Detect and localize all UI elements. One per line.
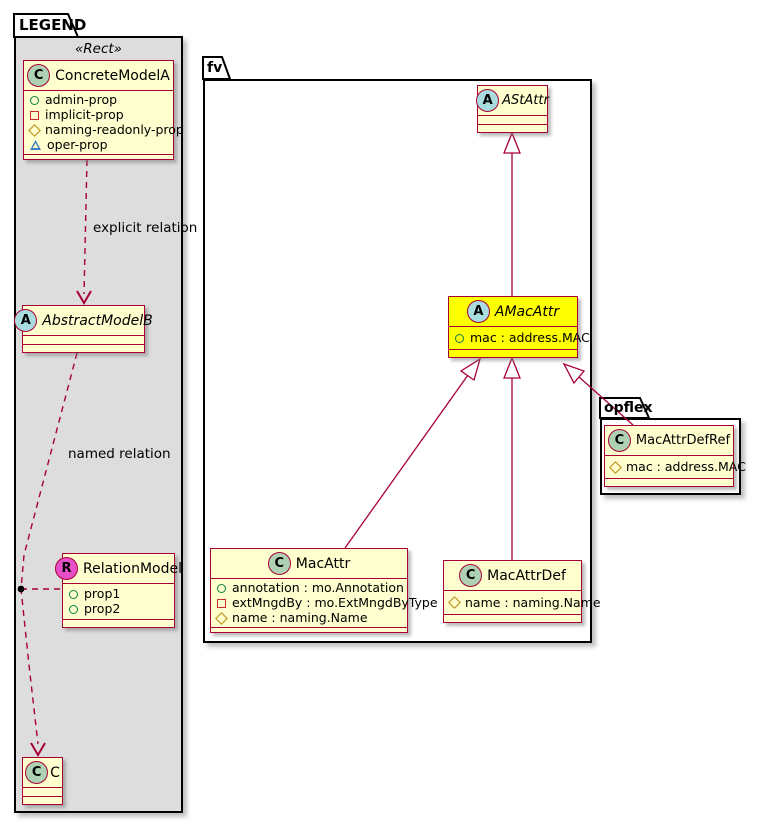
class-title (605, 426, 733, 456)
class-fields (449, 327, 590, 349)
generalization-triangle-icon (504, 133, 520, 153)
class-title (20, 306, 153, 336)
class-fields (444, 591, 601, 614)
named-relation-arrowhead-icon (31, 743, 45, 755)
class-footer (63, 619, 174, 627)
class-title (23, 758, 62, 788)
class-concrete-model-a (23, 60, 184, 160)
fv-package-name: fv (207, 60, 223, 76)
class-footer (24, 154, 173, 162)
field-text: implicit-prop (45, 107, 124, 122)
field-row (30, 108, 167, 122)
class-spot-icon: A (476, 89, 499, 112)
field-text: naming-readonly-prop (45, 122, 184, 137)
circle-icon (217, 584, 226, 593)
class-name: C (50, 764, 60, 781)
class-abstract-model-b (20, 305, 153, 353)
class-name: ConcreteModelA (55, 67, 170, 84)
class-fields (478, 116, 547, 124)
class-spot-icon: A (14, 309, 37, 332)
class-name: RelationModel (82, 560, 183, 577)
field-text: mac : address.MAC (470, 330, 590, 345)
circle-icon (69, 605, 78, 614)
field-text: name : naming.Name (232, 610, 368, 625)
legend-stereotype: «Rect» (74, 41, 123, 57)
field-text: oper-prop (47, 137, 108, 152)
class-name: AStAttr (502, 93, 549, 108)
class-name: MacAttrDef (487, 567, 566, 584)
class-title (24, 61, 173, 91)
square-icon (217, 599, 226, 608)
class-name: MacAttr (295, 555, 351, 572)
class-title (61, 554, 183, 584)
circle-icon (69, 590, 78, 599)
field-row (30, 93, 167, 107)
field-row (455, 330, 590, 345)
class-name: MacAttrDefRef (635, 433, 731, 448)
field-row (30, 122, 184, 137)
square-icon (30, 111, 39, 120)
class-spot-icon: R (55, 557, 78, 580)
class-fields (23, 788, 62, 796)
class-footer (449, 349, 577, 357)
class-c (22, 757, 63, 805)
class-relation-model (61, 553, 183, 628)
diamond-icon (448, 596, 461, 609)
class-fields (63, 584, 174, 619)
class-fields (24, 91, 184, 154)
class-title (449, 297, 577, 327)
field-text: prop2 (84, 601, 121, 616)
class-footer (444, 614, 581, 622)
class-fields (23, 336, 144, 344)
field-row (30, 138, 167, 152)
field-text: extMngdBy : mo.ExtMngdByType (232, 595, 438, 610)
class-spot-icon: C (268, 552, 291, 575)
opflex-package-name: opflex (604, 400, 653, 416)
class-footer (478, 124, 547, 132)
diamond-icon (28, 124, 41, 137)
class-spot-icon: C (459, 564, 482, 587)
named-relation-edge (21, 353, 77, 744)
circle-icon (30, 96, 39, 105)
class-spot-icon: C (25, 761, 48, 784)
field-text: annotation : mo.Annotation (232, 580, 404, 595)
legend-package-name: LEGEND (19, 16, 87, 34)
field-row (217, 611, 401, 625)
class-spot-icon: C (608, 429, 631, 452)
class-title (444, 561, 581, 591)
class-footer (211, 627, 407, 635)
named-relation-label: named relation (68, 446, 171, 462)
class-mac-attr (210, 548, 438, 633)
field-row (611, 459, 746, 474)
class-amac-attr (448, 296, 590, 358)
class-mac-attr-def (443, 560, 601, 623)
explicit-relation-label: explicit relation (93, 220, 198, 236)
circle-icon (455, 334, 464, 343)
relation-junction-dot-icon (18, 586, 25, 593)
macattr-amacattr-edge (345, 375, 468, 548)
field-row (450, 594, 601, 610)
class-name: AbstractModelB (42, 312, 153, 329)
field-text: admin-prop (45, 92, 118, 107)
class-mac-attr-def-ref (604, 425, 746, 487)
class-title (211, 549, 407, 579)
generalization-triangle-icon (564, 364, 584, 383)
field-text: name : naming.Name (465, 594, 601, 610)
triangle-icon (30, 140, 41, 150)
class-name: AMacAttr (494, 303, 560, 320)
field-row (69, 602, 168, 616)
explicit-relation-edge (84, 160, 87, 294)
class-footer (605, 478, 733, 486)
class-footer (23, 796, 62, 804)
class-fields (605, 456, 746, 478)
class-title (478, 86, 547, 116)
field-text: mac : address.MAC (626, 459, 746, 474)
class-ast-attr (477, 85, 548, 133)
generalization-triangle-icon (504, 358, 520, 378)
generalization-triangle-icon (461, 359, 480, 380)
class-spot-icon: C (27, 64, 50, 87)
diamond-icon (215, 612, 228, 625)
field-row (69, 587, 168, 601)
class-fields (211, 579, 438, 627)
field-row (217, 595, 438, 610)
field-row (217, 580, 404, 595)
class-footer (23, 344, 144, 352)
diamond-icon (609, 461, 622, 474)
class-spot-icon: A (467, 300, 490, 323)
field-text: prop1 (84, 586, 121, 601)
